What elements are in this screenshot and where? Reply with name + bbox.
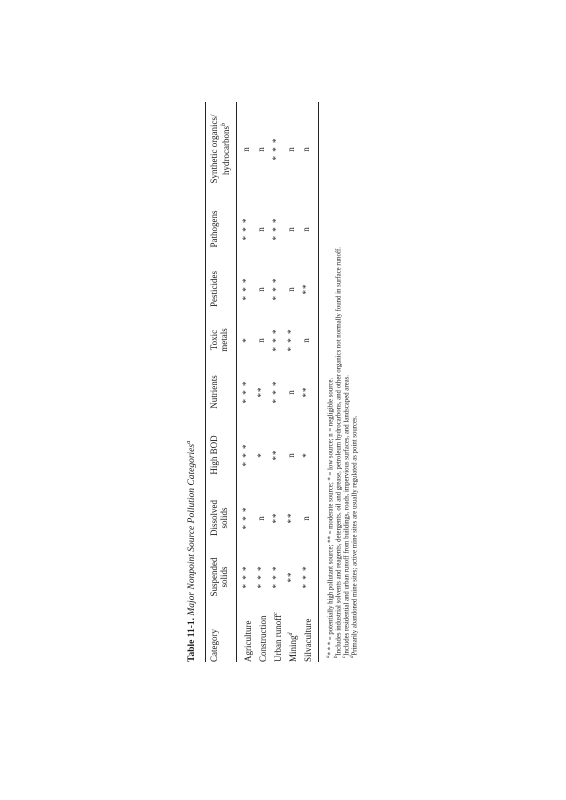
column-header-dissolved-solids (209, 492, 229, 544)
table-cell: n (256, 286, 266, 292)
column-header-category (209, 612, 219, 662)
footnote-text: Includes industrial solvents and reagents, detergents, oil and grease, petroleum hydrocarbons, and other organics not normally found in surface runoff. (335, 247, 343, 656)
table-cell: * (301, 452, 311, 458)
column-header-toxic-metals (209, 320, 229, 360)
table-cell: n (256, 515, 266, 521)
table-number: Table 11-1. (187, 618, 198, 662)
table-cell: n (301, 337, 311, 343)
row-category-label (286, 606, 298, 662)
table-top-rule (205, 102, 206, 662)
table-cell: * * * (271, 217, 281, 241)
column-header-nutrients (209, 366, 219, 418)
category-text: Mining (288, 635, 298, 662)
column-header-high-bod (209, 426, 219, 484)
table-cell: n (301, 226, 311, 232)
footnote-mark: a (326, 655, 331, 658)
table-cell: ** (301, 386, 311, 398)
table-cell: n (301, 146, 311, 152)
header-line1: Synthetic organics/ (209, 114, 219, 184)
column-header-synthetic-organics (209, 104, 231, 194)
table-cell: n (286, 226, 296, 232)
table-bottom-rule (318, 102, 319, 662)
row-category-label (241, 606, 253, 662)
footnote-text: Primarily abandoned mine sites; active mine sites are usually regulated as point sources. (351, 415, 359, 656)
table-cell: * * * (271, 328, 281, 352)
table-title: Major Nonpoint Source Pollution Categories (187, 443, 198, 616)
table-cell: * * * (271, 565, 281, 589)
footnote-mark: b (334, 655, 339, 658)
footnote-mark: c (342, 655, 347, 658)
header-line2: Nutrients (209, 375, 219, 409)
footnote-mark: d (350, 655, 355, 658)
table-cell: * * * (241, 565, 251, 589)
table-cell: * (256, 452, 266, 458)
table-cell: n (256, 337, 266, 343)
header-line2: High BOD (209, 435, 219, 475)
row-category-label (301, 606, 313, 662)
table-cell: ** (271, 449, 281, 461)
table-title-footnote-mark: a (185, 440, 192, 444)
header-line1: Dissolved (209, 500, 219, 536)
footnote-text: Includes residential and urban runoff from buildings, roads, impervious surfaces, and landscaped areas. (343, 375, 351, 656)
table-cell: * * * (271, 277, 281, 301)
header-line1: Suspended (209, 557, 219, 597)
table-cell: * * * (256, 565, 266, 589)
category-text: Silvaculture (303, 618, 313, 662)
header-line2: metals (219, 328, 229, 352)
header-line1: Toxic (209, 329, 219, 351)
table-cell: * * * (301, 565, 311, 589)
table-cell: ** (301, 283, 311, 295)
table-cell: ** (256, 386, 266, 398)
table-cell: n (286, 389, 296, 395)
table-cell: * (241, 337, 251, 343)
category-footnote-mark: c (273, 612, 279, 615)
column-header-pathogens (209, 202, 219, 256)
category-text: Agriculture (243, 620, 253, 662)
table-cell: n (286, 452, 296, 458)
footnote-d (349, 416, 359, 658)
table-cell: n (286, 146, 296, 152)
table-cell: ** (271, 512, 281, 524)
table-cell: n (301, 515, 311, 521)
table-caption (185, 441, 197, 662)
category-footnote-mark: d (288, 632, 294, 636)
table-cell: * * * (286, 328, 296, 352)
table-cell: ** (286, 512, 296, 524)
table-cell: * * * (241, 277, 251, 301)
table-cell: * * * (241, 506, 251, 530)
category-text: Construction (258, 615, 268, 662)
row-category-label (256, 606, 268, 662)
header-footnote-mark: b (221, 123, 227, 126)
header-line2: Pesticides (209, 271, 219, 307)
column-header-pesticides (209, 262, 219, 316)
table-cell: n (286, 286, 296, 292)
table-cell: ** (286, 571, 296, 583)
column-header-suspended-solids (209, 550, 229, 604)
header-line2: solids (219, 507, 229, 529)
table-header-rule (236, 102, 237, 662)
table-cell: * * * (241, 217, 251, 241)
table-cell: n (256, 226, 266, 232)
header-line2: hydrocarbons (221, 126, 231, 175)
table-cell: n (241, 146, 251, 152)
header-line2: solids (219, 566, 229, 588)
rotated-table-page (185, 102, 359, 662)
table-cell: * * * (271, 137, 281, 161)
header-line2: Pathogens (209, 210, 219, 248)
header-line2: Category (209, 629, 219, 662)
category-text: Urban runoff (273, 614, 283, 662)
table-cell: * * * (241, 380, 251, 404)
table-cell: * * * (241, 443, 251, 467)
table-cell: * * * (271, 380, 281, 404)
row-category-label (271, 606, 283, 662)
table-cell: n (256, 146, 266, 152)
footnote-text: * * * = potentially high pollutant source; ** = moderate source; * = low source; n = negligible source. (327, 377, 335, 656)
